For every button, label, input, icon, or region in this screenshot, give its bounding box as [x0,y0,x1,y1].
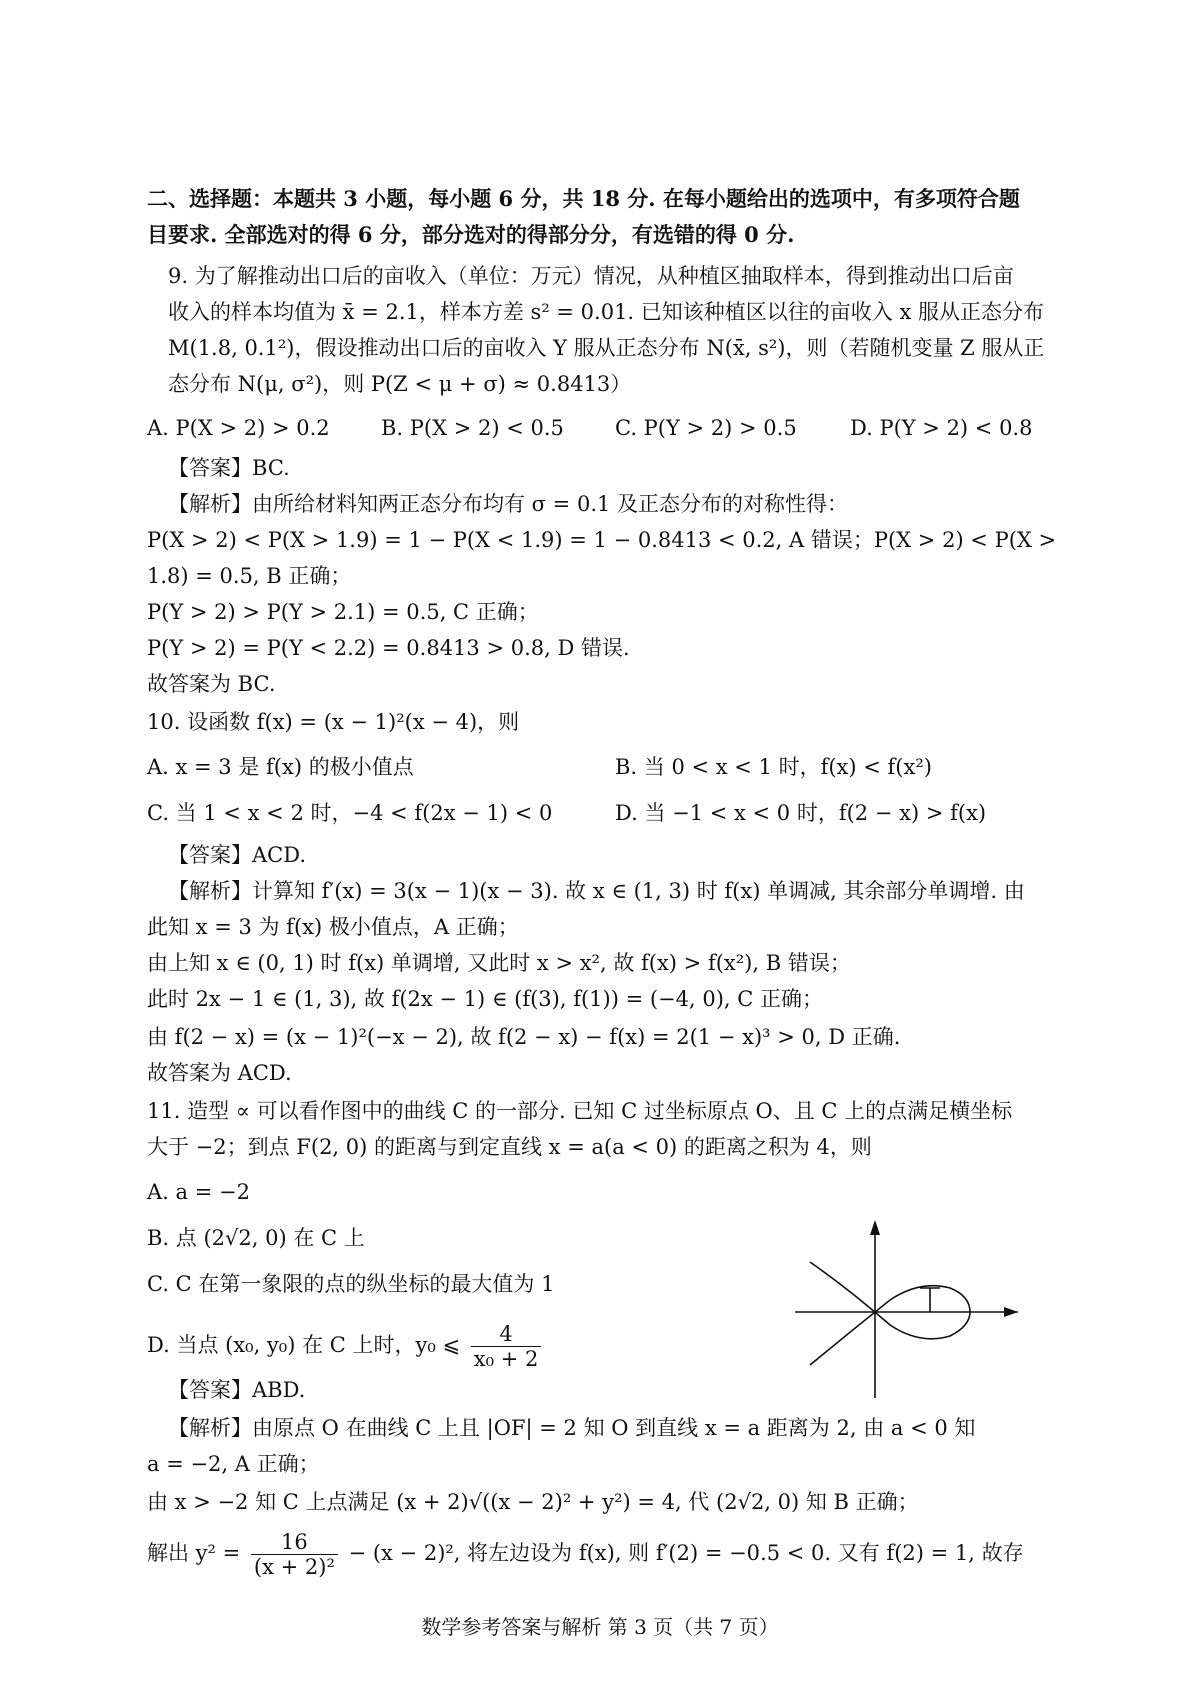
q10-analysis-line: 故答案为 ACD. [147,1061,292,1085]
section-heading-line-1: 二、选择题：本题共 3 小题，每小题 6 分，共 18 分. 在每小题给出的选项中，有多项符合题 [147,186,1020,211]
q11-option-d-text: D. 当点 (x₀, y₀) 在 C 上时，y₀ ⩽ [147,1333,461,1357]
q9-option-d: D. P(Y > 2) < 0.8 [850,416,1033,440]
q11-option-d-numerator: 4 [471,1322,542,1347]
q11-analysis-numerator: 16 [251,1530,338,1555]
q11-stem-line: 大于 −2；到点 F(2, 0) 的距离与到定直线 x = a(a < 0) 的距离之积为 4，则 [147,1135,872,1159]
q9-stem-line: 态分布 N(μ, σ²)，则 P(Z < μ + σ) ≈ 0.8413） [168,372,632,396]
q11-analysis-text: 解出 y² = [147,1541,241,1565]
q11-stem-line: 11. 造型 ∝ 可以看作图中的曲线 C 的一部分. 已知 C 过坐标原点 O、且 C 上的点满足横坐标 [147,1099,1013,1123]
q11-analysis-denominator: (x + 2)² [253,1555,335,1579]
q10-analysis-line: 【解析】计算知 f′(x) = 3(x − 1)(x − 3). 故 x ∈ (1, 3) 时 f(x) 单调减, 其余部分单调增. 由 [168,879,1025,903]
q9-option-c: C. P(Y > 2) > 0.5 [615,416,797,440]
q10-option-c: C. 当 1 < x < 2 时，−4 < f(2x − 1) < 0 [147,801,553,825]
q10-analysis-line: 由上知 x ∈ (0, 1) 时 f(x) 单调增, 又此时 x > x², 故 f(x) > f(x²), B 错误； [147,951,851,975]
q9-analysis-line: P(X > 2) < P(X > 1.9) = 1 − P(X < 1.9) = 1 − 0.8413 < 0.2, A 错误；P(X > 2) < P(X > [147,528,1057,552]
page-footer: 数学参考答案与解析 第 3 页（共 7 页） [421,1615,779,1639]
q11-analysis-line: 由 x > −2 知 C 上点满足 (x + 2)√((x − 2)² + y²) = 4, 代 (2√2, 0) 知 B 正确； [147,1490,919,1514]
q11-analysis-fraction [251,1530,338,1579]
q11-analysis-line: a = −2, A 正确； [147,1452,320,1476]
q11-option-d-fraction [471,1322,542,1371]
q10-stem: 10. 设函数 f(x) = (x − 1)²(x − 4)，则 [147,710,520,734]
q11-option-b: B. 点 (2√2, 0) 在 C 上 [147,1226,365,1250]
q9-analysis-line: 故答案为 BC. [147,672,276,696]
section-heading-line-2: 目要求. 全部选对的得 6 分，部分选对的得部分分，有选错的得 0 分. [147,222,795,247]
curve-c [810,1262,970,1365]
q9-stem-line: M(1.8, 0.1²)，假设推动出口后的亩收入 Y 服从正态分布 N(x̄, s²)，则（若随机变量 Z 服从正 [168,336,1045,360]
q11-analysis-line [147,1530,1024,1579]
q11-option-a: A. a = −2 [147,1180,250,1204]
q10-analysis-line: 此时 2x − 1 ∈ (1, 3), 故 f(2x − 1) ∈ (f(3), f(1)) = (−4, 0), C 正确； [147,987,823,1011]
q11-analysis-line: 【解析】由原点 O 在曲线 C 上且 |OF| = 2 知 O 到直线 x = a 距离为 2, 由 a < 0 知 [168,1416,976,1440]
y-axis-arrow [870,1220,880,1235]
q10-option-a: A. x = 3 是 f(x) 的极小值点 [147,755,414,779]
q9-stem-line: 9. 为了解推动出口后的亩收入（单位：万元）情况，从种植区抽取样本，得到推动出口后亩 [168,264,1014,288]
q11-option-d-denominator: x₀ + 2 [473,1347,539,1371]
q11-option-c: C. C 在第一象限的点的纵坐标的最大值为 1 [147,1272,555,1296]
q9-analysis-line: P(Y > 2) = P(Y < 2.2) = 0.8413 > 0.8, D 错误. [147,636,630,660]
q10-option-d: D. 当 −1 < x < 0 时，f(2 − x) > f(x) [615,801,987,825]
q10-answer: 【答案】ACD. [168,843,306,867]
q11-analysis-text: − (x − 2)², 将左边设为 f(x), 则 f′(2) = −0.5 < 0. 又有 f(2) = 1, 故存 [348,1541,1024,1565]
curve-c-figure [790,1210,1030,1400]
q10-analysis-line: 此知 x = 3 为 f(x) 极小值点，A 正确； [147,915,519,939]
q9-analysis-line: P(Y > 2) > P(Y > 2.1) = 0.5, C 正确； [147,600,539,624]
q10-analysis-line: 由 f(2 − x) = (x − 1)²(−x − 2), 故 f(2 − x) − f(x) = 2(1 − x)³ > 0, D 正确. [147,1025,901,1049]
q9-stem-line: 收入的样本均值为 x̄ = 2.1，样本方差 s² = 0.01. 已知该种植区以往的亩收入 x 服从正态分布 [168,300,1044,324]
q9-option-a: A. P(X > 2) > 0.2 [147,416,330,440]
q9-analysis-line: 【解析】由所给材料知两正态分布均有 σ = 0.1 及正态分布的对称性得： [168,492,849,516]
q10-option-b: B. 当 0 < x < 1 时，f(x) < f(x²) [615,755,932,779]
q11-option-d [147,1322,545,1371]
q9-analysis-line: 1.8) = 0.5, B 正确； [147,564,352,588]
x-axis-arrow [1004,1307,1018,1317]
q9-answer: 【答案】BC. [168,456,290,480]
q9-option-b: B. P(X > 2) < 0.5 [381,416,564,440]
q11-answer: 【答案】ABD. [168,1378,306,1402]
